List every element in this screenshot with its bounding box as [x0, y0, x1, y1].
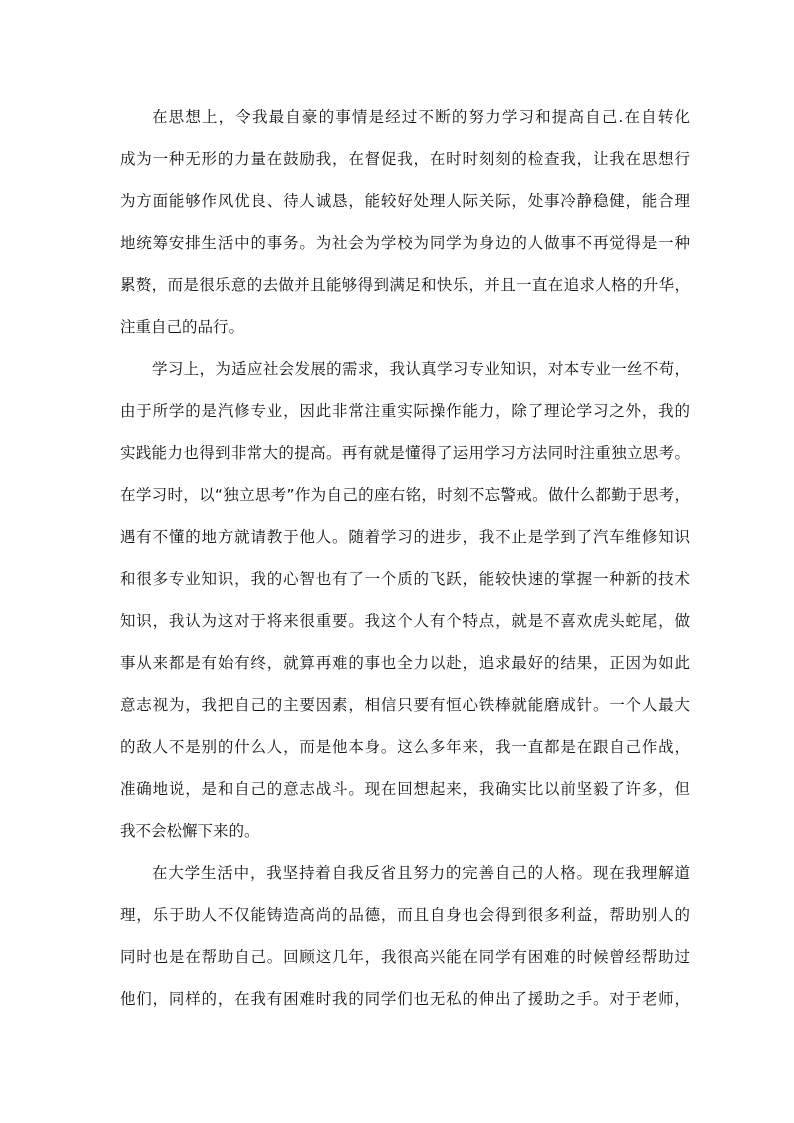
paragraph-3-line-2: 理，乐于助人不仅能铸造高尚的品德，而且自身也会得到很多利益，帮助别人的 [120, 906, 690, 924]
paragraph-2-line-3: 实践能力也得到非常大的提高。再有就是懂得了运用学习方法同时注重独立思考。 [120, 444, 690, 462]
paragraph-3-line-3: 同时也是在帮助自己。回顾这几年，我很高兴能在同学有困难的时候曾经帮助过 [120, 948, 690, 966]
paragraph-2-line-10: 的敌人不是别的什么人，而是他本身。这么多年来，我一直都是在跟自己作战， [120, 738, 690, 756]
paragraph-1-line-5: 累赘，而是很乐意的去做并且能够得到满足和快乐，并且一直在追求人格的升华， [120, 276, 690, 294]
paragraph-1-line-3: 为方面能够作风优良、待人诚恳，能较好处理人际关际，处事冷静稳健，能合理 [120, 192, 690, 210]
paragraph-3-line-1: 在大学生活中，我坚持着自我反省且努力的完善自己的人格。现在我理解道 [152, 864, 690, 882]
paragraph-2-line-8: 事从来都是有始有终，就算再难的事也全力以赴，追求最好的结果，正因为如此 [120, 654, 690, 672]
paragraph-2-line-1: 学习上，为适应社会发展的需求，我认真学习专业知识，对本专业一丝不苟， [152, 360, 690, 378]
paragraph-2-line-6: 和很多专业知识，我的心智也有了一个质的飞跃，能较快速的掌握一种新的技术 [120, 570, 690, 588]
paragraph-2-line-4: 在学习时，以“独立思考”作为自己的座右铭，时刻不忘警戒。做什么都勤于思考， [120, 486, 690, 504]
paragraph-1-line-6: 注重自己的品行。 [120, 318, 245, 336]
paragraph-3-line-4: 他们，同样的，在我有困难时我的同学们也无私的伸出了援助之手。对于老师， [120, 990, 690, 1008]
paragraph-2-line-9: 意志视为，我把自己的主要因素，相信只要有恒心铁棒就能磨成针。一个人最大 [120, 696, 690, 714]
paragraph-2-line-5: 遇有不懂的地方就请教于他人。随着学习的进步，我不止是学到了汽车维修知识 [120, 528, 690, 546]
paragraph-1-line-2: 成为一种无形的力量在鼓励我，在督促我，在时时刻刻的检查我，让我在思想行 [120, 150, 690, 168]
paragraph-1-line-1: 在思想上，令我最自豪的事情是经过不断的努力学习和提高自己.在自转化 [152, 108, 690, 126]
paragraph-1-line-4: 地统筹安排生活中的事务。为社会为学校为同学为身边的人做事不再觉得是一种 [120, 234, 690, 252]
paragraph-2-line-12: 我不会松懈下来的。 [120, 822, 260, 840]
paragraph-2-line-11: 准确地说，是和自己的意志战斗。现在回想起来，我确实比以前坚毅了许多，但 [120, 780, 690, 798]
paragraph-2-line-7: 知识，我认为这对于将来很重要。我这个人有个特点，就是不喜欢虎头蛇尾，做 [120, 612, 690, 630]
paragraph-2-line-2: 由于所学的是汽修专业，因此非常注重实际操作能力，除了理论学习之外，我的 [120, 402, 690, 420]
